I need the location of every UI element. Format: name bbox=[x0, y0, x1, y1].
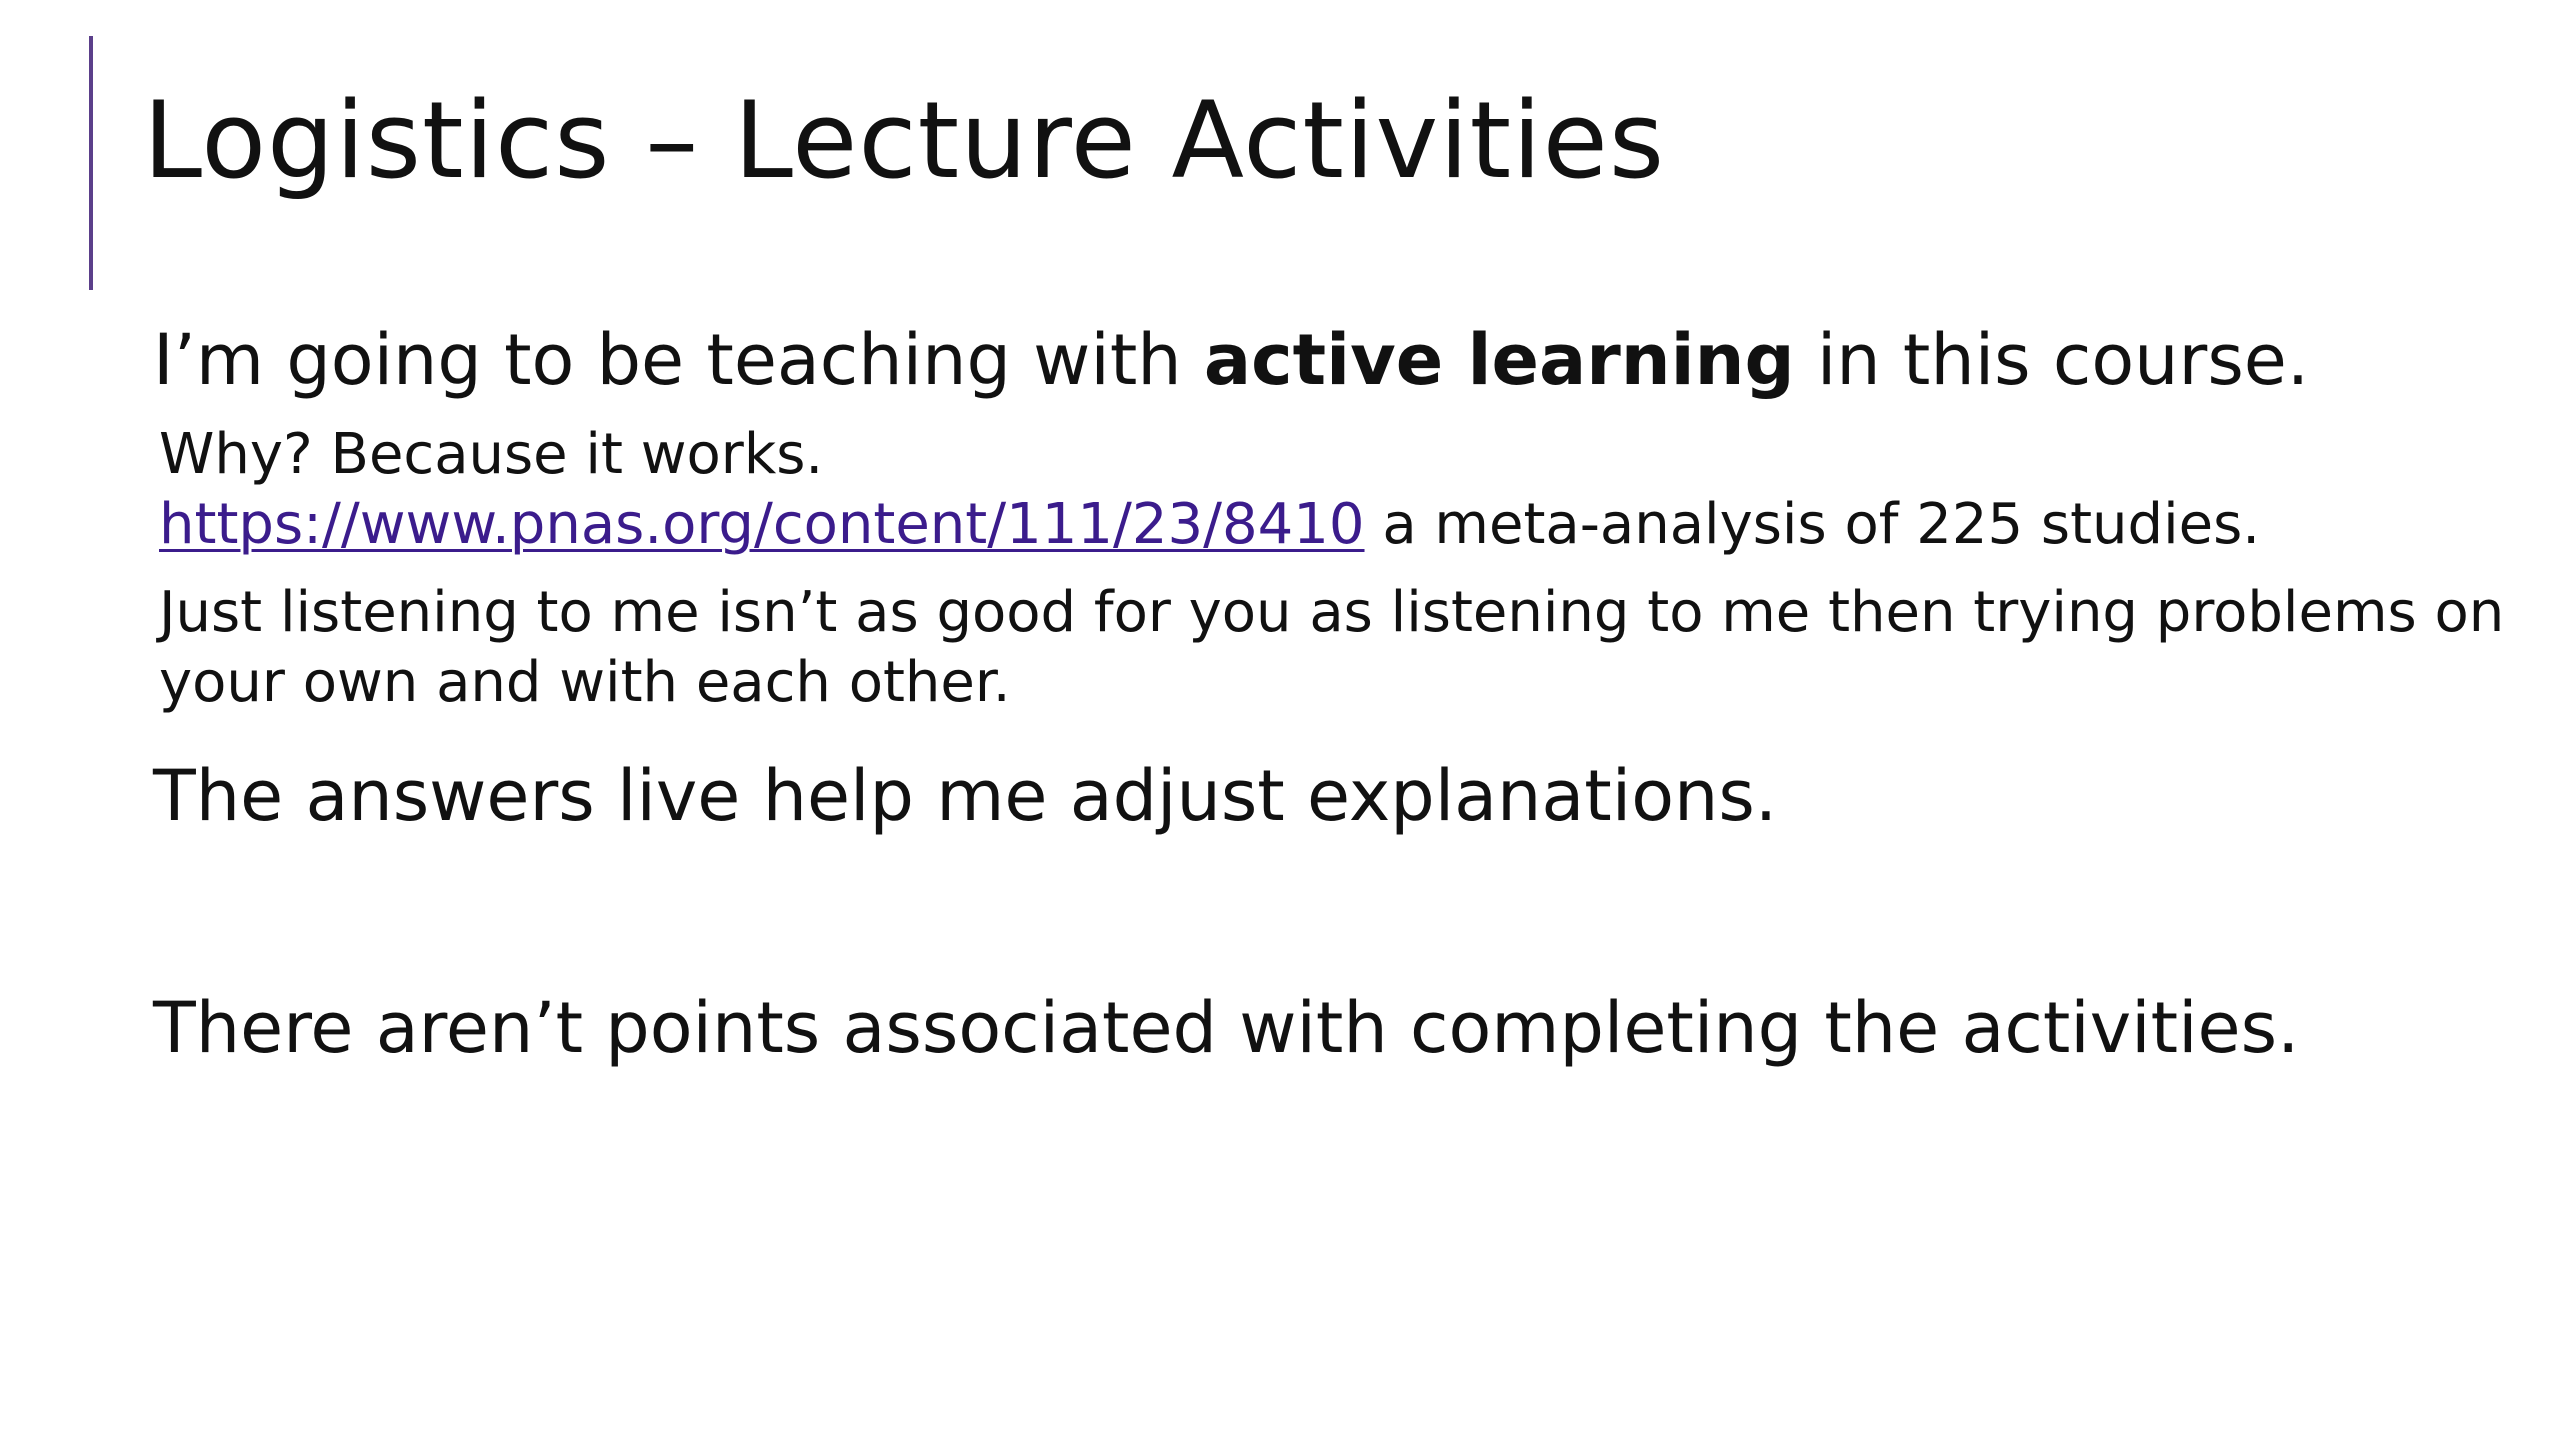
sub-bullet-why: Why? Because it works. bbox=[159, 422, 824, 487]
bullet-active-learning-bold: active learning bbox=[1203, 319, 1795, 401]
study-link-description: a meta-analysis of 225 studies. bbox=[1364, 492, 2261, 557]
sub-bullet-study-link bbox=[159, 490, 2513, 560]
bullet-active-learning-text-after: in this course. bbox=[1794, 319, 2310, 401]
slide-title: Logistics – Lecture Activities bbox=[143, 79, 1666, 202]
pnas-study-link[interactable]: https://www.pnas.org/content/111/23/8410 bbox=[159, 492, 1365, 557]
slide-body bbox=[153, 318, 2513, 1070]
sub-bullet-listening: Just listening to me isn’t as good for you as listening to me then trying problems on your own and with each other. bbox=[159, 580, 2505, 715]
bullet-active-learning bbox=[153, 318, 2513, 402]
bullet-points: There aren’t points associated with completing the activities. bbox=[153, 987, 2300, 1069]
bullet-answers: The answers live help me adjust explanations. bbox=[153, 755, 1778, 837]
bullet-active-learning-text-before: I’m going to be teaching with bbox=[153, 319, 1204, 401]
title-accent-bar bbox=[89, 36, 93, 290]
